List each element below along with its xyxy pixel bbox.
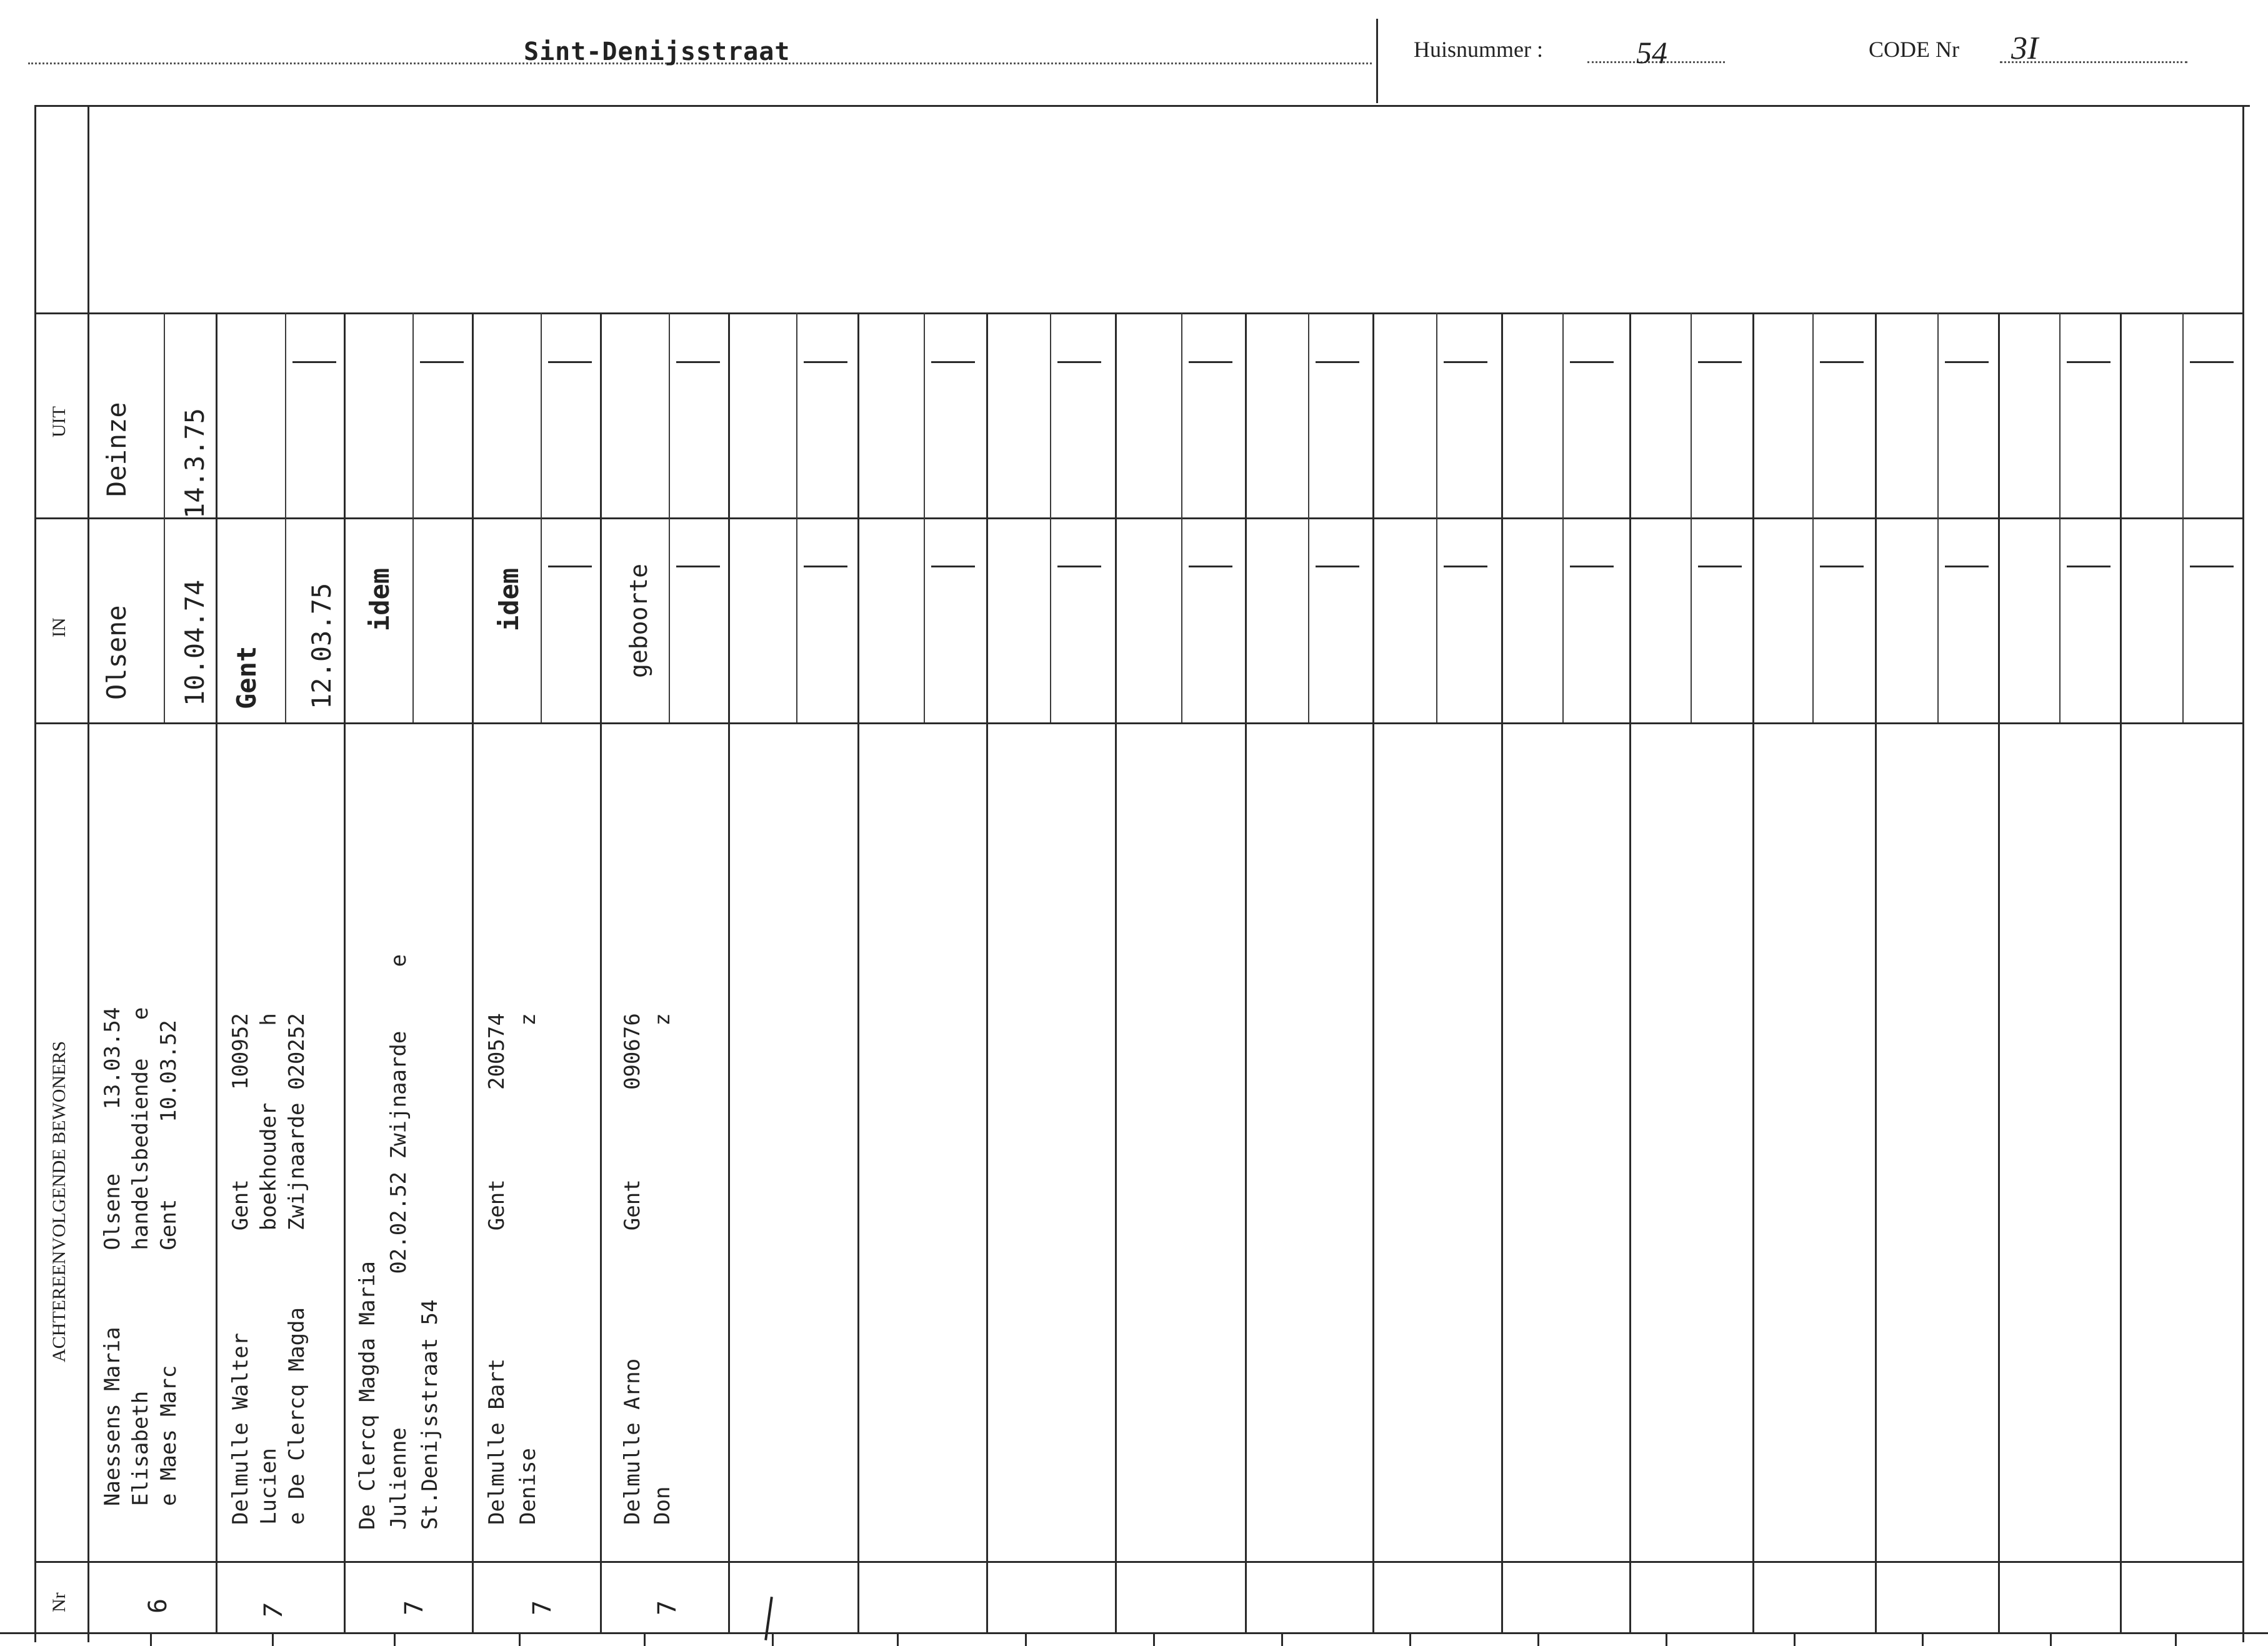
sub-column-divider-6 bbox=[796, 312, 797, 722]
bewoners-top-divider bbox=[34, 722, 2244, 724]
sub-column-divider-2 bbox=[285, 312, 286, 722]
column-divider-1 bbox=[216, 312, 217, 1634]
form-top-border bbox=[34, 105, 2250, 107]
entry-1-nr: 6 bbox=[144, 1598, 172, 1614]
in-dash-5 bbox=[804, 566, 847, 567]
entry-3-line-1: De Clercq Magda Maria bbox=[355, 1261, 380, 1530]
in-dash-14 bbox=[1945, 566, 1989, 567]
entry-1-line-3: e Maes Marc Gent 10.03.52 bbox=[156, 1020, 181, 1506]
bottom-tick-1 bbox=[150, 1632, 152, 1646]
entry-2-line-1: Delmulle Walter Gent 100952 bbox=[228, 1013, 253, 1525]
column-divider-9 bbox=[1245, 312, 1247, 1634]
entry-2-nr: 7 bbox=[259, 1603, 288, 1619]
column-divider-13 bbox=[1752, 312, 1754, 1634]
uit-dash-13 bbox=[1820, 361, 1864, 363]
sub-column-divider-4 bbox=[541, 312, 542, 722]
uit-dash-7 bbox=[1057, 361, 1101, 363]
uit-label: UIT bbox=[49, 406, 69, 437]
in-dash-16 bbox=[2190, 566, 2234, 567]
in-dash-8 bbox=[1189, 566, 1232, 567]
bottom-tick-5 bbox=[644, 1632, 646, 1646]
column-divider-7 bbox=[986, 312, 988, 1634]
uit-dash-4 bbox=[676, 361, 720, 363]
sub-column-divider-3 bbox=[412, 312, 414, 722]
in-dash-9 bbox=[1316, 566, 1359, 567]
house-number-value: 54 bbox=[1636, 35, 1667, 70]
form-bottom-border bbox=[0, 1632, 2268, 1634]
column-divider-5 bbox=[728, 312, 730, 1634]
in-label: IN bbox=[49, 617, 69, 637]
entry-5-line-2: Don z bbox=[650, 1013, 675, 1525]
column-divider-10 bbox=[1372, 312, 1374, 1634]
entry-1-uit-place: Deinze bbox=[101, 402, 132, 497]
column-divider-4 bbox=[600, 312, 602, 1634]
sub-column-divider-7 bbox=[924, 312, 925, 722]
in-dash-3 bbox=[548, 566, 592, 567]
sub-column-divider-5 bbox=[669, 312, 670, 722]
entry-3-line-3: St.Denijsstraat 54 bbox=[417, 1299, 442, 1530]
bottom-tick-8 bbox=[1025, 1632, 1027, 1646]
sub-column-divider-17 bbox=[2182, 312, 2184, 722]
column-divider-16 bbox=[2120, 312, 2122, 1634]
bottom-tick-11 bbox=[1409, 1632, 1411, 1646]
column-divider-15 bbox=[1998, 312, 2000, 1634]
uit-dash-3 bbox=[548, 361, 592, 363]
sub-column-divider-13 bbox=[1691, 312, 1692, 722]
form-right-border bbox=[2242, 105, 2244, 1642]
uit-dash-11 bbox=[1570, 361, 1614, 363]
entry-2-line-2: Lucien boekhouder h bbox=[256, 1013, 281, 1525]
entry-2-in-place: Gent bbox=[231, 646, 262, 709]
in-dash-12 bbox=[1698, 566, 1742, 567]
entry-4-line-1: Delmulle Bart Gent 200574 bbox=[484, 1013, 509, 1525]
entry-4-nr: 7 bbox=[528, 1600, 557, 1615]
bottom-tick-16 bbox=[2050, 1632, 2052, 1646]
entry-1-in-date: 10.04.74 bbox=[179, 579, 210, 706]
bottom-tick-4 bbox=[519, 1632, 521, 1646]
entry-1-in-place: Olsene bbox=[101, 605, 132, 700]
entry-1-uit-date: 14.3.75 bbox=[179, 407, 210, 519]
uit-dash-6 bbox=[931, 361, 975, 363]
entry-2-line-3: e De Clercq Magda Zwijnaarde 020252 bbox=[284, 1013, 309, 1525]
bottom-tick-15 bbox=[1922, 1632, 1924, 1646]
entry-3-line-2: Julienne 02.02.52 Zwijnaarde e bbox=[386, 954, 411, 1530]
label-column-border bbox=[87, 105, 89, 1642]
uit-dash-16 bbox=[2190, 361, 2234, 363]
uit-dash-2 bbox=[420, 361, 464, 363]
column-divider-6 bbox=[857, 312, 859, 1634]
sub-column-divider-15 bbox=[1937, 312, 1939, 722]
in-dash-11 bbox=[1570, 566, 1614, 567]
in-dash-4 bbox=[676, 566, 720, 567]
uit-top-divider bbox=[34, 312, 2244, 314]
entry-5-in-place: geboorte bbox=[625, 563, 652, 678]
sub-column-divider-11 bbox=[1436, 312, 1437, 722]
uit-dash-1 bbox=[292, 361, 336, 363]
column-divider-2 bbox=[344, 312, 346, 1634]
street-name: Sint-Denijsstraat bbox=[524, 37, 791, 66]
sub-column-divider-14 bbox=[1812, 312, 1814, 722]
entry-5-nr: 7 bbox=[653, 1600, 682, 1615]
in-dash-6 bbox=[931, 566, 975, 567]
uit-dash-14 bbox=[1945, 361, 1989, 363]
uit-dash-12 bbox=[1698, 361, 1742, 363]
entry-4-line-2: Denise z bbox=[516, 1013, 541, 1525]
nr-label: Nr bbox=[49, 1592, 69, 1612]
bottom-tick-13 bbox=[1666, 1632, 1667, 1646]
in-top-divider bbox=[34, 517, 2244, 519]
in-dash-7 bbox=[1057, 566, 1101, 567]
code-label: CODE Nr bbox=[1869, 37, 1959, 62]
sub-column-divider-16 bbox=[2059, 312, 2061, 722]
column-divider-3 bbox=[472, 312, 474, 1634]
entry-1-line-2: Elisabeth handelsbediende e bbox=[128, 1007, 153, 1506]
entry-3-nr: 7 bbox=[400, 1600, 429, 1615]
form-left-border bbox=[34, 105, 36, 1642]
sub-column-divider-8 bbox=[1050, 312, 1051, 722]
bottom-tick-7 bbox=[897, 1632, 899, 1646]
in-dash-15 bbox=[2067, 566, 2111, 567]
bottom-tick-17 bbox=[2175, 1632, 2177, 1646]
column-divider-8 bbox=[1115, 312, 1117, 1634]
uit-dash-15 bbox=[2067, 361, 2111, 363]
bottom-tick-12 bbox=[1537, 1632, 1539, 1646]
entry-2-in-date: 12.03.75 bbox=[306, 582, 337, 709]
sub-column-divider-1 bbox=[164, 312, 165, 722]
sub-column-divider-12 bbox=[1562, 312, 1564, 722]
bottom-tick-3 bbox=[394, 1632, 396, 1646]
in-dash-13 bbox=[1820, 566, 1864, 567]
entry-4-in-place: idem bbox=[494, 567, 524, 631]
column-divider-12 bbox=[1629, 312, 1631, 1634]
uit-dash-8 bbox=[1189, 361, 1232, 363]
in-dash-10 bbox=[1444, 566, 1487, 567]
bottom-tick-6 bbox=[772, 1632, 774, 1646]
column-divider-11 bbox=[1501, 312, 1503, 1634]
code-value: 3I bbox=[2011, 31, 2039, 66]
bottom-tick-9 bbox=[1153, 1632, 1155, 1646]
bottom-tick-2 bbox=[272, 1632, 274, 1646]
uit-dash-5 bbox=[804, 361, 847, 363]
bewoners-label: ACHTEREENVOLGENDE BEWONERS bbox=[49, 1040, 69, 1362]
house-number-label: Huisnummer : bbox=[1414, 37, 1543, 62]
column-divider-14 bbox=[1875, 312, 1877, 1634]
entry-5-line-1: Delmulle Arno Gent 090676 bbox=[620, 1013, 645, 1525]
header-divider bbox=[1376, 19, 1378, 103]
uit-dash-10 bbox=[1444, 361, 1487, 363]
entry-1-line-1: Naessens Maria Olsene 13.03.54 bbox=[100, 1007, 125, 1506]
bottom-tick-14 bbox=[1794, 1632, 1796, 1646]
nr-top-divider bbox=[34, 1561, 2244, 1563]
entry-3-in-place: idem bbox=[364, 567, 395, 631]
uit-dash-9 bbox=[1316, 361, 1359, 363]
sub-column-divider-10 bbox=[1308, 312, 1309, 722]
sub-column-divider-9 bbox=[1181, 312, 1182, 722]
bottom-tick-10 bbox=[1281, 1632, 1283, 1646]
